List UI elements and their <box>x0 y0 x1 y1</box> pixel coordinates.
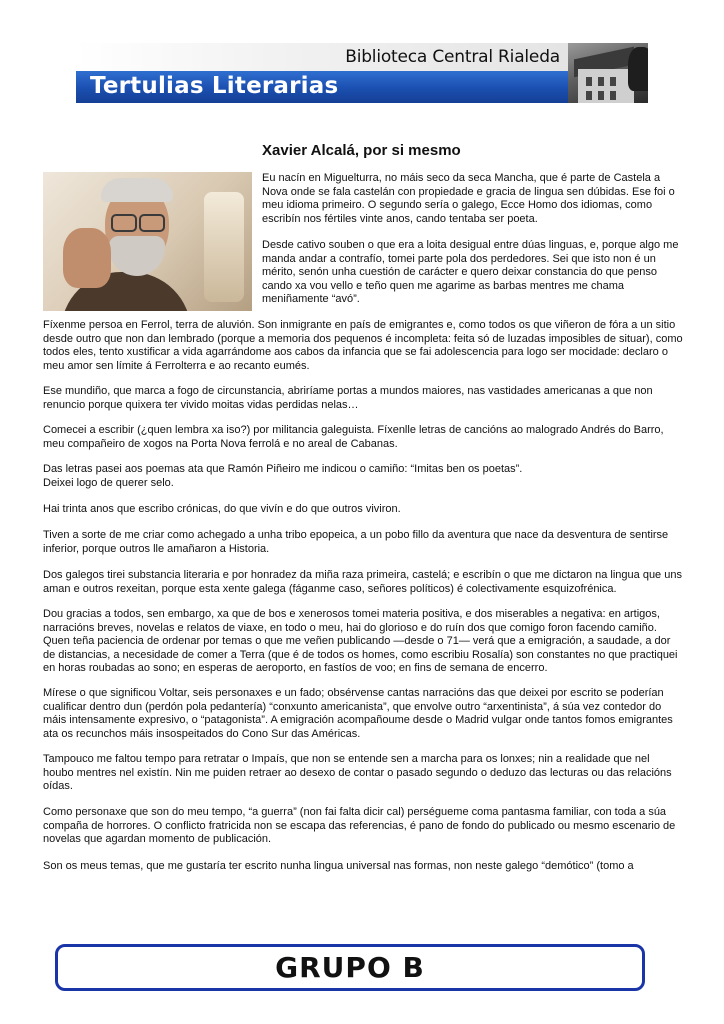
portrait-hair <box>101 178 173 202</box>
building-window <box>610 77 616 86</box>
body-paragraph: Dou gracias a todos, sen embargo, xa que de bos e xenerosos tomei materia positiva, e dos miserables a negativa: en artigos, narracións breves, novelas e relatos de viaxe, en todo o meu, hai do glorioso e do ruín dos que comigo foron facendo camiño. Quen teña paciencia de ordenar por temas o que me veñen publicando —desde o 71— verá que a emigración, a saudade, a dor de distancias, a necesidade de comer a Terra (que é de todos os homes, como escribiu Rosalía) son constantes no que practiquei en horas roubadas ao sono; en esperas de aeroporto, en fastíos de voo; en fins de semana de encerro. <box>43 608 678 675</box>
body-paragraph: Son os meus temas, que me gustaría ter escrito nunha lingua universal nas formas, non neste galego “demótico” (tomo a <box>43 860 634 872</box>
intro-paragraph: Eu nacín en Miguelturra, no máis seco da seca Mancha, que é parte de Castela a Nova onde se fala castelán con propiedade e gracia de lingua sen dúbidas. Ese foi o meu idioma primeiro. O segundo sería o galego, Ecce Homo dos idiomas, como escribín nos fértiles vinte anos, cando tentaba ser poeta. <box>262 172 675 225</box>
body-paragraph: Das letras pasei aos poemas ata que Ramón Piñeiro me indicou o camiño: “Imitas ben os poetas”. Deixei logo de querer selo. <box>43 463 523 489</box>
header-band-title: Tertulias Literarias <box>90 73 339 99</box>
body-paragraph: Comecei a escribir (¿quen lembra xa iso?) por militancia galeguista. Fíxenlle letras de cancións ao malogrado Andrés do Barro, meu compañeiro de xogos na Porta Nova ferrolá e no areal de Cabanas. <box>43 424 664 450</box>
tree-silhouette <box>628 47 648 91</box>
body-paragraph: Dos galegos tirei substancia literaria e por honradez da miña raza primeira, castelá; e escribín o que me dictaron na lingua que uns aman e outros rexeitan, porque esta xente galega (fáganme caso, señores políticos) é colectivamente esquizofrénica. <box>43 569 682 595</box>
body-paragraph: Tiven a sorte de me criar como achegado a unha tribo epopeica, a un pobo fillo da aventura que nace da desventura de sentirse inferior, porque outros lle amañaron a Historia. <box>43 529 669 555</box>
header-title-band <box>76 71 568 103</box>
portrait-background-lamp <box>204 192 244 302</box>
portrait-glasses-left <box>111 214 137 232</box>
header-top-strip <box>76 43 568 71</box>
page-header <box>76 43 648 103</box>
building-window <box>598 91 604 100</box>
portrait-glasses-right <box>139 214 165 232</box>
author-portrait <box>43 172 252 311</box>
group-label: GRUPO B <box>275 951 425 984</box>
building-window <box>586 91 592 100</box>
building-window <box>586 77 592 86</box>
body-paragraph: Mírese o que significou Voltar, seis personaxes e un fado; obsérvense cantas narracións das que deixei por escrito se poderían cualificar dentro dun (perdón pola pedantería) “conxunto americanista”, que envolve outro “arxentinista”, á súa vez contedor do máis intensamente expresivo, o “patagonista”. A emigración acompañoume desde o Madrid vulgar onde tantos fomos emigrantes ata os recunchos máis insospeitados do Cono Sur das Américas. <box>43 687 673 740</box>
body-paragraph: Como personaxe que son do meu tempo, “a guerra” (non fai falta dicir cal) perségueme coma pantasma familiar, con toda a súa compaña de horrores. O conflicto fratricida non se escapa das referencias, é pano de fondo do publicado ou mesmo escenario de novelas que agardan momento de publicación. <box>43 806 676 846</box>
body-paragraph: Tampouco me faltou tempo para retratar o Impaís, que non se entende sen a marcha para os lonxes; nin a realidade que nel houbo mentres nel existín. Nin me puiden retraer ao desexo de contar o pasado segundo o deduzo das lecturas ou das relacións oídas. <box>43 753 672 793</box>
library-name: Biblioteca Central Rialeda <box>345 47 560 67</box>
body-paragraph: Fíxenme persoa en Ferrol, terra de aluvión. Son inmigrante en país de emigrantes e, como todos os que viñeron de fóra a un sitio desde outro que non dan lembrado (porque a memoria dos pequenos é incompleta: feita só de luzadas imposibles de situar), como todos eles, tento xustificar a vida agarrándome aos cabos da infancia que se fai adolescencia para logo ser mocidade: declaro o meu amor sen límite á Ferrolterra e ao recanto eumés. <box>43 319 683 372</box>
body-paragraph: Hai trinta anos que escribo crónicas, do que vivín e do que outros viviron. <box>43 503 401 515</box>
portrait-beard <box>109 236 165 276</box>
article-title: Xavier Alcalá, por si mesmo <box>262 142 461 159</box>
portrait-hand <box>63 228 111 288</box>
group-label-box <box>55 944 645 991</box>
library-building-photo <box>568 43 648 103</box>
intro-paragraph: Desde cativo souben o que era a loita desigual entre dúas linguas, e, porque algo me manda andar a contrafío, tomei parte pola dos perdedores. Sei que isto non é un mérito, senón unha cuestión de carácter e quero deixar constancia do que penso cando xa vou vello e teño quen me agarime as barbas mentres me chama meniñamente “avó”. <box>262 239 679 306</box>
building-window <box>598 77 604 86</box>
building-window <box>610 91 616 100</box>
body-paragraph: Ese mundiño, que marca a fogo de circunstancia, abriríame portas a mundos maiores, nas vastidades americanas a que non renuncio porque quixera ter vivido moitas vidas perdidas nelas… <box>43 385 653 411</box>
